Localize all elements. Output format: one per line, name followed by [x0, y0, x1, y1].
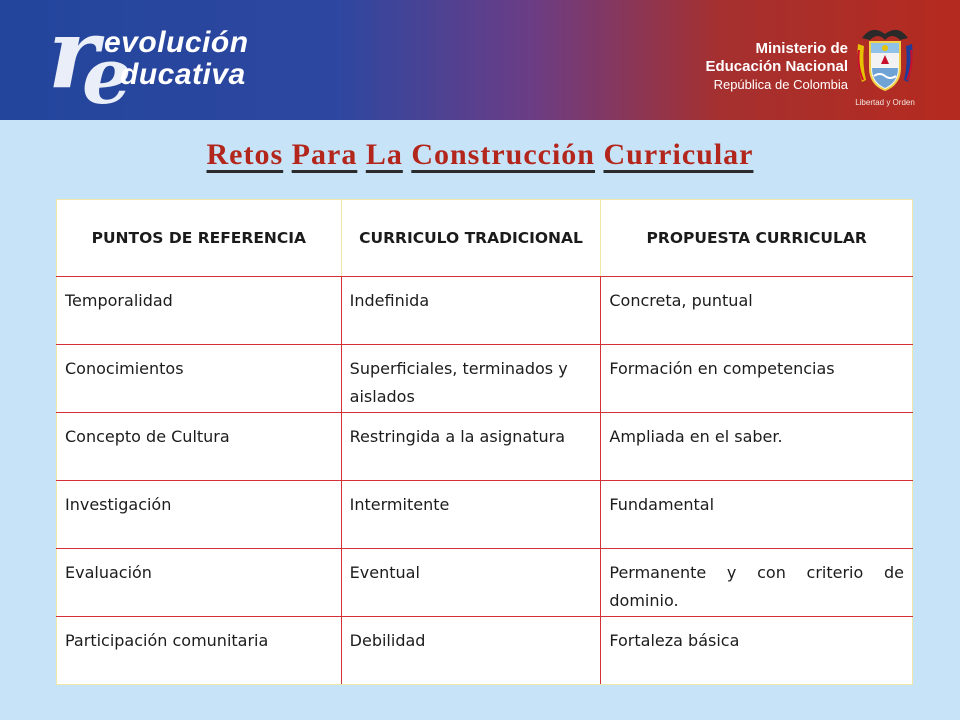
table-cell: Restringida a la asignatura	[341, 413, 601, 481]
table-cell: Intermitente	[341, 481, 601, 549]
logo-initial-r: r	[48, 0, 99, 110]
table-cell: Fortaleza básica	[601, 617, 913, 685]
logo-line-1: evolución	[104, 26, 249, 59]
logo-line-2: ducativa	[120, 58, 246, 91]
table-cell: Concepto de Cultura	[57, 413, 342, 481]
table-row	[57, 481, 913, 549]
table-cell: Evaluación	[57, 549, 342, 617]
table-cell: Concreta, puntual	[601, 277, 913, 345]
table-cell: Superficiales, terminados y aislados	[341, 345, 601, 413]
table-header-row	[57, 200, 913, 277]
table-row	[57, 549, 913, 617]
table-row	[57, 617, 913, 685]
table-row	[57, 345, 913, 413]
header-curriculo-tradicional: CURRICULO TRADICIONAL	[341, 200, 601, 277]
comparison-table	[56, 199, 913, 685]
header-propuesta-curricular: PROPUESTA CURRICULAR	[601, 200, 913, 277]
ministry-line-2: Educación Nacional	[705, 58, 848, 75]
table-cell: Indefinida	[341, 277, 601, 345]
title-word-la: La	[365, 138, 403, 171]
title-word-curricular: Curricular	[603, 138, 754, 171]
table-cell: Fundamental	[601, 481, 913, 549]
ministry-name	[705, 40, 848, 93]
title-word-construccion: Construcción	[411, 138, 595, 171]
colombia-coat-of-arms-icon	[854, 24, 916, 96]
table-cell: Eventual	[341, 549, 601, 617]
logo-initial-e: e	[82, 31, 132, 120]
table-cell: Ampliada en el saber.	[601, 413, 913, 481]
table-cell: Temporalidad	[57, 277, 342, 345]
title-word-retos: Retos	[206, 138, 284, 171]
table-cell: Debilidad	[341, 617, 601, 685]
table-row	[57, 277, 913, 345]
ministry-line-1: Ministerio de	[755, 40, 848, 57]
title-word-para: Para	[291, 138, 358, 171]
table-row	[57, 413, 913, 481]
slide-title	[0, 140, 960, 170]
table-cell: Investigación	[57, 481, 342, 549]
header-banner	[0, 0, 960, 120]
table-cell: Participación comunitaria	[57, 617, 342, 685]
ministry-line-3: República de Colombia	[713, 77, 848, 92]
table-cell: Permanente y con criterio de dominio.	[601, 549, 913, 617]
header-puntos-de-referencia: PUNTOS DE REFERENCIA	[57, 200, 342, 277]
table-cell: Formación en competencias	[601, 345, 913, 413]
table-cell: Conocimientos	[57, 345, 342, 413]
crest-motto: Libertad y Orden	[855, 98, 915, 107]
